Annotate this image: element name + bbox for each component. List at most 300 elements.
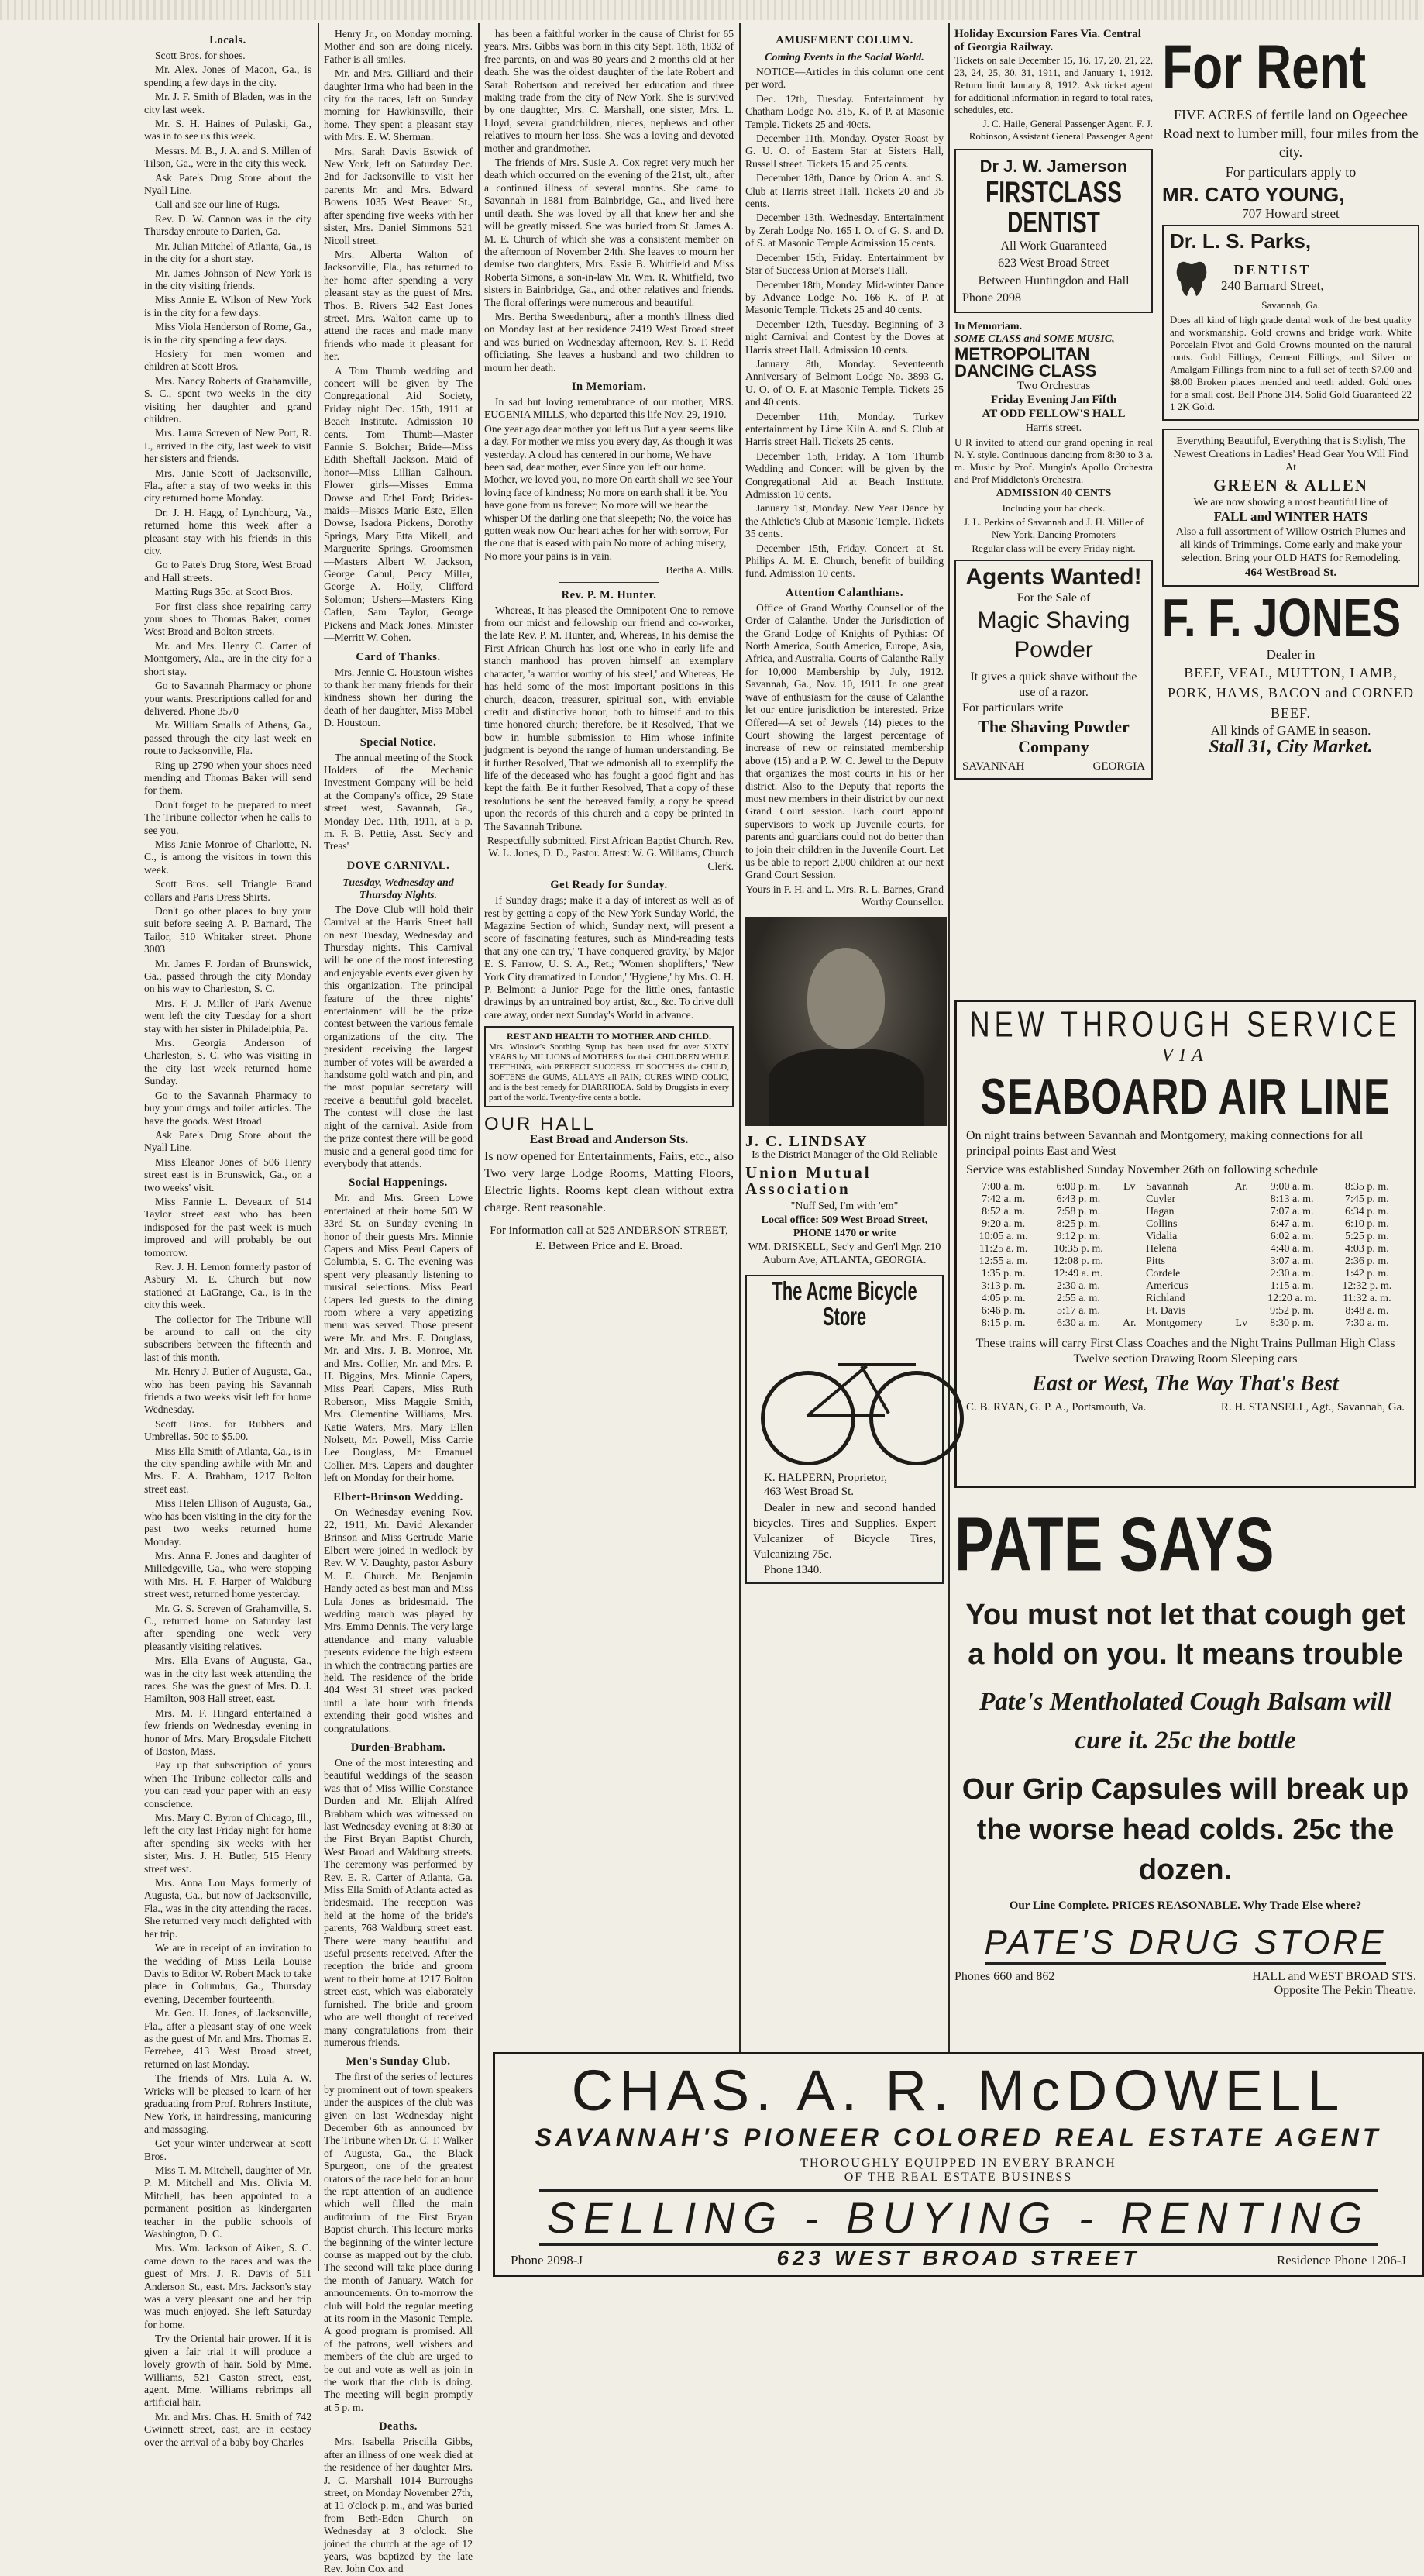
bicycle-frame [807, 1414, 885, 1417]
local-news-item: Mr. Geo. H. Jones, of Jacksonville, Fla., after a pleasant stay of one week as the guest of Mr. and Mrs. Thomas E. Ferrebee, 413 West Broad street, returned on last Monday. [144, 2007, 311, 2070]
seaboard-trains: These trains will carry First Class Coaches and the Night Trains Pullman High Class Twelve section Drawing Room Sleeping cars [975, 1337, 1395, 1365]
agent-stansell: R. H. STANSELL, Agt., Savannah, Ga. [1220, 1401, 1405, 1414]
local-news-item: Mr. J. F. Smith of Bladen, was in the city last week. [144, 91, 311, 115]
event-item: December 18th, Monday. Mid-winter Dance by Advance Lodge No. 166 K. of P. at Masonic Temple. Tickets 25 and 40 cents. [745, 278, 944, 316]
seaboard-slogan: East or West, The Way That's Best [1032, 1372, 1339, 1396]
event-item: December 11th, Monday. Turkey entertainment by Lime Kiln A. and S. Club at Harris street Hall. Tickets 25 cents. [745, 410, 944, 448]
schedule-cell: 2:55 a. m. [1056, 1293, 1100, 1304]
local-news-item: Scott Bros. for shoes. [155, 50, 246, 61]
local-news-item: Ask Pate's Drug Store about the Nyall Line. [144, 171, 311, 197]
bicycle-illustration [753, 1328, 970, 1467]
schedule-cell: 9:00 a. m. [1270, 1181, 1314, 1193]
schedule-cell: 3:13 p. m. [981, 1280, 1026, 1292]
schedule-cell: 7:45 p. m. [1344, 1193, 1389, 1205]
dentist-phone: Phone 2098 [962, 291, 1021, 305]
event-item: December 15th, Friday. Entertainment by Star of Success Union at Morse's Hall. [745, 251, 944, 277]
local-news-item: Mr. G. S. Screven of Grahamville, S. C., returned home on Saturday last after spending one week very pleasantly visiting relatives. [144, 1602, 311, 1652]
schedule-cell: 7:42 a. m. [982, 1193, 1026, 1205]
society-item: Mrs. Alberta Walton of Jacksonville, Fla., has returned to her home after spending a very pleasant stay as the guest of Mrs. Thos. B. Rivers 542 East Jones street. Mrs. Walton came up to attend the races and made many friends who made it pleasant for her. [324, 248, 473, 363]
local-news-item: Mr. and Mrs. Henry C. Carter of Montgomery, Ala., are in the city for a short stay. [144, 639, 311, 677]
parks-city: Savannah, Ga. [1261, 299, 1320, 312]
column-rule [739, 23, 741, 2271]
schedule-cell [1228, 1206, 1255, 1218]
schedule-cell: 8:48 a. m. [1345, 1305, 1389, 1317]
green-text: Also a full assortment of Willow Ostrich Plumes and all kinds of Trimmings. Come early and make your selection. Bring your OLD HATS for Remodeling. [1175, 525, 1406, 564]
local-news-item: Call and see our line of Rugs. [155, 198, 280, 211]
schedule-cell [1228, 1231, 1255, 1243]
schedule-cell: 4:03 p. m. [1344, 1243, 1389, 1255]
divider [559, 582, 659, 583]
memorial-column [484, 28, 734, 2043]
rent-title: For Rent [1162, 32, 1367, 102]
seaboard-service: Service was established Sunday November 26th on following schedule [966, 1163, 1319, 1176]
local-news-item: Mrs. Anna F. Jones and daughter of Milledgeville, Ga., who were stopping with Mrs. H. F. Harper of Waldburg street west, returned home yesterday. [144, 1549, 311, 1600]
local-news-item: Miss Helen Ellison of Augusta, Ga., who has been visiting in the city for the past two weeks returned home Monday. [144, 1497, 311, 1548]
pate-complete: Our Line Complete. PRICES REASONABLE. Why Trade Else where? [1009, 1899, 1362, 1912]
event-item: January 8th, Monday. Seventeenth Anniversary of Belmont Lodge No. 3893 G. U. O. of O. F. at Masonic Temple. Tickets 25 and 40 cents. [745, 357, 944, 408]
dove-carnival-subheading: Tuesday, Wednesday and Thursday Nights. [342, 876, 454, 901]
column-rule [318, 23, 319, 2271]
local-news-item: The friends of Mrs. Lula A. W. Wricks will be pleased to learn of her graduating from Prof. Rohrers Institute, New York, in hairdressing, manicuring and massaging. [144, 2072, 311, 2135]
portrait-coat [769, 1049, 924, 1126]
schedule-cell: Cuyler [1146, 1193, 1176, 1205]
company-location [962, 760, 1145, 773]
schedule-cell: Ar. [1122, 1317, 1137, 1329]
schedule-cell: 6:30 a. m. [1056, 1317, 1100, 1329]
shaving-powder-ad [954, 560, 1153, 780]
promoters: J. L. Perkins of Savannah and J. H. Miller of New York, Dancing Promoters [963, 516, 1144, 541]
elbert-brinson-heading: Elbert-Brinson Wedding. [333, 1490, 463, 1503]
locals-list [144, 50, 311, 2449]
schedule-cell: Savannah [1146, 1181, 1188, 1193]
event-item: December 15th, Friday. A Tom Thumb Wedding and Concert will be given by the Congregational Aid at Beach Institute. Admission 10 cents. [745, 449, 944, 500]
harris-street: Harris street. [1025, 422, 1082, 434]
society-items [324, 28, 473, 645]
schedule-cell [1116, 1255, 1143, 1268]
deaths-heading: Deaths. [379, 2420, 418, 2433]
schedule-cell: 11:25 a. m. [979, 1243, 1028, 1255]
local-news-item: Mrs. F. J. Miller of Park Avenue went left the city Tuesday for a short stay with her sister in Philadelphia, Pa. [144, 997, 311, 1035]
local-news-item: Mr. Henry J. Butler of Augusta, Ga., who has been paying his Savannah friends a two weeks visit left for home Wednesday. [144, 1365, 311, 1416]
pate-title: PATE SAYS [954, 1502, 1274, 1588]
calanthe-text: Office of Grand Worthy Counsellor of the Order of Calanthe. Under the Jurisdiction of the Grand Lodge of Knights of Pythias: Of North America, South America, Europe, Asia, Africa, and Australia. Courts of Calanthe Rally for 10,000 Membership by July, 1912. Savannah, Ga., Nov. 10, 1911. In one great wave of enthusiasm for the cause of Calanthe let our entire jurisdiction be interested. Prize Offered—A set of Jewels (14) pieces to the Court showing the largest percentage of increase of new or reinstated membership above (15) and a P. W. C. Jewel to the Deputy that organizes the most courts in his or her district. Also to the Deputy that reports the most new members in their district by our next Grand Court session. Each court appoint supervisors to work up Juvenile courts, for parents and guardians could not do better than to join their children in the Juvenile Court. Let us be able to report 2,000 children at our next Grand Court Session. [745, 601, 944, 881]
schedule-cell: 12:32 p. m. [1342, 1280, 1392, 1292]
acme-text: Dealer in new and second handed bicycles. Tires and Supplies. Expert Vulcanizer of Bicycle Tires, Vulcanizing 75c. [753, 1501, 936, 1561]
hall-info: For information call at 525 ANDERSON STREET, E. Between Price and E. Broad. [490, 1224, 728, 1252]
jones-items: BEEF, VEAL, MUTTON, LAMB, PORK, HAMS, BACON and CORNED BEEF. [1167, 665, 1415, 721]
schedule-cell: 8:30 p. m. [1270, 1317, 1314, 1329]
schedule-row [966, 1243, 1405, 1255]
schedule-cell [1228, 1218, 1255, 1231]
schedule-cell: 11:32 a. m. [1343, 1293, 1391, 1304]
company-state: GEORGIA [1092, 759, 1145, 773]
schedule-row [966, 1293, 1405, 1305]
mens-sunday-club-text: The first of the series of lectures by prominent out of town speakers under the auspices of the club was given on last Wednesday night December 6th as announced by The Tribune when Dr. C. T. Walker of Augusta, Ga., the Black Spurgeon, one of the greatest orators of the race held for an hour the rapt attention of an audience which well filled the main auditorium of the First Bryan Baptist church. This lecture marks the beginning of the winter lecture course as mapped out by the club. The second will take place during the month of January. Watch for announcements. On to-morrow the club will hold the regular meeting at its room in the Masonic Temple. A good program is promised. All of the patrons, well wishers and members of the club are urged to be out and vote as well as join in the work that the club is doing. The meeting will begin promptly at 5 p. m. [324, 2071, 473, 2413]
schedule-cell [1228, 1268, 1255, 1280]
schedule-cell: 12:55 a. m. [979, 1255, 1028, 1267]
parks-dentist-ad [1162, 225, 1419, 420]
bicycle-wheel [869, 1371, 964, 1465]
local-news-item: Matting Rugs 35c. at Scott Bros. [155, 586, 293, 598]
local-news-item: Miss Fannie L. Deveaux of 514 Taylor street east who has been indisposed for the past week is much improved and will probably be out tomorrow. [144, 1195, 311, 1259]
schedule-cell: 6:43 p. m. [1056, 1193, 1101, 1205]
local-news-item: Go to Savannah Pharmacy or phone your wants. Prescriptions called for and delivered. Phone 3570 [144, 680, 311, 717]
pate-phones: Phones 660 and 862 [954, 1970, 1055, 1983]
for-rent-ad [1162, 32, 1419, 221]
schedule-cell: 2:30 a. m. [1270, 1268, 1314, 1279]
mcdowell-residence-phone: Residence Phone 1206-J [1276, 2253, 1406, 2268]
local-news-item: Ring up 2790 when your shoes need mending and Thomas Baker will send for them. [144, 759, 311, 797]
amusement-notice: NOTICE—Articles in this column one cent per word. [745, 66, 944, 91]
pate-balsam: Pate's Mentholated Cough Balsam will cure it. 25c the bottle [979, 1688, 1391, 1755]
schedule-cell: 1:15 a. m. [1270, 1280, 1314, 1292]
schedule-cell: Lv [1235, 1317, 1247, 1329]
lindsay-portrait [745, 917, 947, 1126]
green-show: We are now showing a most beautiful line of [1193, 496, 1388, 508]
event-item: January 1st, Monday. New Year Dance by the Athletic's Club at Masonic Temple. Tickets 35 cents. [745, 502, 944, 540]
schedule-cell: 5:17 a. m. [1056, 1305, 1100, 1317]
schedule-cell: 12:08 p. m. [1053, 1255, 1103, 1267]
society-column [324, 28, 473, 2575]
dentist-title: FIRSTCLASS DENTIST [985, 175, 1122, 239]
elbert-brinson-text: On Wednesday evening Nov. 22, 1911, Mr. David Alexander Brinson and Miss Gertrude Marie Elbert were joined in wedlock by Rev. W. V. Daughty, pastor Asbury M. E. Church. Mr. Benjamin Handy acted as best man and Miss Lula Jones as bridesmaid. The wedding march was played by Mrs. Emma Dennis. The very large attendance and many valuable presents evidence the high esteem in which the contracting parties are held. The residence of the bride 404 West 31 street was packed until a late hour with friends extending their good wishes and congratulations. [324, 1506, 473, 1734]
union-office: Local office: 509 West Broad Street, PHONE 1470 or write [761, 1214, 928, 1239]
local-news-item: Mrs. Georgia Anderson of Charleston, S. C. who was visiting in the city last week returned home Sunday. [144, 1037, 311, 1087]
locals-heading: Locals. [209, 34, 246, 46]
rent-column [1162, 28, 1419, 989]
parks-header [1170, 256, 1412, 299]
schedule-cell: 4:05 p. m. [981, 1293, 1026, 1304]
schedule-cell: 8:52 a. m. [982, 1206, 1026, 1217]
green-name: GREEN & ALLEN [1213, 475, 1368, 494]
schedule-row [966, 1218, 1405, 1231]
mcdowell-real-estate-ad [493, 2052, 1424, 2277]
seaboard-intro: On night trains between Savannah and Montgomery, making connections for all principal points East and West [966, 1129, 1364, 1158]
card-of-thanks-heading: Card of Thanks. [356, 650, 441, 663]
schedule-cell [1116, 1218, 1143, 1231]
jones-market-ad [1162, 587, 1419, 757]
schedule-cell: 6:34 p. m. [1344, 1206, 1389, 1217]
schedule-table [966, 1181, 1405, 1330]
schedule-cell [1116, 1243, 1143, 1255]
local-news-item: Dr. J. H. Hagg, of Lynchburg, Va., returned home this week after a pleasant stay with his friends in this city. [144, 506, 311, 557]
amusement-column [745, 28, 944, 2043]
parks-name: Dr. L. S. Parks, [1170, 229, 1312, 253]
shaving-company: The Shaving Powder Company [978, 716, 1130, 756]
amusement-subheading: Coming Events in the Social World. [765, 52, 924, 64]
obituary-item: has been a faithful worker in the cause of Christ for 65 years. Mrs. Gibbs was born in this city Sept. 18th, 1832 of free parents, on and was 80 years and 2 months old at her death. She was the oldest daughter of the late Robert and Sarah Robertson and received her education and three making trade from the city of New York. She is survived by one daughter, Mrs. C. Marshall, one sister, Mrs. L. Lloyd, several grandchildren, nieces, nephews and other relatives to mourn her loss. She was a loving and devoted mother and grandmother. [484, 28, 734, 154]
acme-phone: Phone 1340. [764, 1563, 822, 1576]
schedule-cell [1116, 1293, 1143, 1305]
schedule-cell: Hagan [1146, 1206, 1175, 1217]
acme-address: 463 West Broad St. [764, 1486, 855, 1499]
event-item: Dec. 12th, Tuesday. Entertainment by Chatham Lodge No. 315, K. of P. at Masonic Temple. Tickets 25 and 40cts. [745, 92, 944, 130]
seaboard-agents [966, 1401, 1405, 1414]
schedule-row [966, 1181, 1405, 1193]
special-notice-heading: Special Notice. [359, 735, 437, 749]
sunday-heading: Get Ready for Sunday. [550, 879, 668, 892]
dove-carnival-heading: DOVE CARNIVAL. [346, 859, 450, 872]
local-news-item: Mr. Julian Mitchel of Atlanta, Ga., is in the city for a short stay. [144, 239, 311, 265]
in-memoriam-intro: In sad but loving remembrance of our mother, MRS. EUGENIA MILLS, who departed this life Nov. 29, 1910. [484, 395, 734, 421]
local-news-item: Miss Viola Henderson of Rome, Ga., is in the city spending a few days. [144, 321, 311, 346]
agent-ryan: C. B. RYAN, G. P. A., Portsmouth, Va. [966, 1401, 1147, 1414]
local-news-item: Miss Janie Monroe of Charlotte, N. C., is among the visitors in town this week. [144, 838, 311, 876]
schedule-cell: 8:35 p. m. [1344, 1181, 1389, 1193]
parks-address: 240 Barnard Street, [1221, 277, 1324, 293]
schedule-cell: Vidalia [1146, 1231, 1178, 1242]
local-news-item: Don't forget to be prepared to meet The Tribune collector when he calls to see you. [144, 798, 311, 836]
local-news-item: Mrs. Nancy Roberts of Grahamville, S. C., spent two weeks in the city visiting her daughter and grand children. [144, 374, 311, 425]
column-rule [948, 23, 950, 2271]
holiday-signature: J. C. Haile, General Passenger Agent. F. J. Robinson, Assistant General Passenger Agent [968, 118, 1153, 142]
event-item: December 11th, Monday. Oyster Roast by G. U. O. of Eastern Star at Sisters Hall, Russell street. Tickets 15 and 25 cents. [745, 133, 944, 170]
schedule-cell: 9:20 a. m. [982, 1218, 1026, 1230]
invite-text: U R invited to attend our grand opening in real N. Y. style. Continuous dancing from 8:30 to 3 a. m. Music by Prof. Mungin's Apollo Orchestra and Prof Middleton's Orchestra. [954, 436, 1153, 486]
metro-class: METROPOLITAN DANCING CLASS [954, 343, 1097, 381]
torn-top-edge [0, 0, 1422, 20]
deaths-text: Mrs. Isabella Priscilla Gibbs, after an illness of one week died at the residence of her daughter Mrs. J. C. Marshall 1014 Burroughs street, on Monday November 27th, at 11 o'clock p. m., and was buried from Beth-Eden Church on Wednesday at 3 o'clock. She joined the church at the age of 12 years, was baptized by the late Rev. John Cox and [324, 2436, 473, 2575]
via-label: VIA [1161, 1045, 1209, 1066]
schedule-cell: 6:47 a. m. [1270, 1218, 1314, 1230]
local-news-item: Mrs. Anna Lou Mays formerly of Augusta, Ga., but now of Jacksonville, Fla., was in the city attending the races. She returned very much delighted with her trip. [144, 1877, 311, 1940]
local-news-item: Miss Annie E. Wilson of New York is in the city for a few days. [144, 294, 311, 319]
mcdowell-equipped1: THOROUGHLY EQUIPPED IN EVERY BRANCH [800, 2157, 1116, 2170]
admission: ADMISSION 40 CENTS [996, 487, 1112, 500]
schedule-row [966, 1317, 1405, 1330]
pate-store: PATE'S DRUG STORE [985, 1923, 1387, 1965]
dentist-between: Between Huntingdon and Hall [978, 274, 1130, 288]
local-news-item: Messrs. M. B., J. A. and S. Millen of Tilson, Ga., were in the city this week. [144, 144, 311, 170]
schedule-cell: Montgomery [1146, 1317, 1203, 1329]
pate-hall: HALL and WEST BROAD STS. [1252, 1970, 1416, 1983]
schedule-cell: 7:58 p. m. [1056, 1206, 1101, 1217]
hall-subtitle: East Broad and Anderson Sts. [529, 1133, 689, 1147]
agents-write: For particulars write [962, 701, 1064, 715]
schedule-cell: Pitts [1146, 1255, 1165, 1267]
local-news-item: The collector for The Tribune will be around to call on the city subscribers between the fifteenth and last of this month. [144, 1313, 311, 1363]
hall-title: OUR HALL [484, 1114, 597, 1135]
local-news-item: Try the Oriental hair grower. If it is given a fair trial it will produce a lovely growth of hair. Sold by Mme. Williams, 521 Gaston street, east, agent. Mme. Williams rebrimps all artificial hair. [144, 2333, 311, 2409]
schedule-row [966, 1280, 1405, 1293]
schedule-cell: 2:30 a. m. [1056, 1280, 1100, 1292]
calanthe-heading: Attention Calanthians. [786, 586, 903, 599]
hall-text: Is now opened for Entertainments, Fairs, etc., also Two very large Lodge Rooms, Matting Floors, Electric lights. Rooms kept clean without extra charge. Rent reasonable. [484, 1149, 734, 1214]
rent-name: MR. CATO YOUNG, [1162, 183, 1345, 206]
schedule-cell: Ft. Davis [1146, 1305, 1186, 1317]
magic-powder: Magic Shaving Powder [977, 608, 1130, 663]
schedule-cell [1116, 1193, 1143, 1206]
dove-carnival-text: The Dove Club will hold their Carnival at the Harris Street hall on next Tuesday, Wednesday and Thursday nights. This Carnival will be one of the most interesting and enjoyable events ever given by this organization. The principal feature of the three nights' entertainment will be the prize contest between the various female organizations of the city. The president receiving the largest number of votes will be awarded a handsome gold watch and pin, and the most popular secretary will receive a beautiful gold bracelet. The contest will close the last night of the carnival. Aside from the prize contest there will be good music and a general good time for everybody that attends. [324, 903, 473, 1169]
local-news-item: Miss Ella Smith of Atlanta, Ga., is in the city spending awhile with Mr. and Mrs. E. A. Brabham, 1217 Bolton street east. [144, 1445, 311, 1495]
acme-owner: K. HALPERN, Proprietor, [764, 1472, 887, 1485]
seaboard-title: SEABOARD AIR LINE [980, 1068, 1391, 1125]
dentist-guarantee: All Work Guaranteed [1000, 239, 1107, 253]
schedule-cell [1228, 1293, 1255, 1305]
local-news-item: Mrs. Mary C. Byron of Chicago, Ill., left the city last Friday night for home after spending six weeks with her sister, Mrs. J. H. Butler, 515 Henry street west. [144, 1812, 311, 1875]
hunter-resolution: Whereas, It has pleased the Omnipotent One to remove from our midst and fellowship our friend and co-worker, the late Rev. P. M. Hunter, and, Whereas, In his demise the First African Church has lost one who in early life and stanch manhood has proven himself an exemplary character, 'a warrior worthy of his steel,' and Whereas, He has held some of the most important positions in this church, deacon, treasurer, spiritual son, with enviable credit and distinctive honor, both to himself and to this time honored church; therefore, be it Resolved, That we bow in humble submission to Him whose infinite judgment is beyond the range of human understanding. Be it further Resolved, That we admonish all to exemplify the life of the deceased who has fought a good fight and has kept the faith. Be it further Resolved, That a copy of these resolutions be sent the bereaved family, a copy be spread upon the records of this church and a copy be printed in The Savannah Tribune. [484, 604, 734, 832]
selling-buying-renting: SELLING - BUYING - RENTING [539, 2189, 1378, 2246]
schedule-cell: 8:25 p. m. [1056, 1218, 1101, 1230]
in-memoriam-heading: In Memoriam. [571, 380, 647, 393]
local-news-item: Mr. James F. Jordan of Brunswick, Ga., passed through the city Monday on his way to Charleston, S. C. [144, 957, 311, 995]
schedule-cell: 9:12 p. m. [1056, 1231, 1101, 1242]
bicycle-frame [838, 1363, 916, 1366]
jamerson-dentist-ad [954, 149, 1153, 313]
schedule-cell: 3:07 a. m. [1270, 1255, 1314, 1267]
rent-text: FIVE ACRES of fertile land on Ogeechee Road next to lumber mill, four miles from the city. [1163, 107, 1419, 160]
schedule-cell: 9:52 p. m. [1270, 1305, 1314, 1317]
local-news-item: Go to the Savannah Pharmacy to buy your drugs and toilet articles. The have the goods. West Broad [144, 1089, 311, 1127]
schedule-cell: Ar. [1234, 1181, 1248, 1193]
regular-class: Regular class will be every Friday night. [972, 542, 1136, 555]
green-address: 464 WestBroad St. [1244, 566, 1337, 579]
schedule-cell: 10:35 p. m. [1053, 1243, 1103, 1255]
local-news-item: Rev. D. W. Cannon was in the city Thursday enroute to Darien, Ga. [144, 212, 311, 238]
schedule-row [966, 1231, 1405, 1243]
obituary-item: The friends of Mrs. Susie A. Cox regret very much her death which occurred on the evening of the 21st, ult., after a continued illness of several months. She came to Savannah in 1881 from Bainbridge, Ga., and lived here until death. She was loved by all that knew her and she will be greatly missed. She was buried from St. James A. M. E. Church of which she was a consistent member on the afternoon of November 24th. She leaves to mourn her demise two daughters, Mrs. Essie B. Whitfield and Miss Roberta Simons, a son-in-law Mr. Wm. R. Whitfield, two sisters in Bainbridge, Ga., and other relatives and friends. The floral offerings were numerous and beautiful. [484, 157, 734, 308]
schedule-cell: Collins [1146, 1218, 1178, 1230]
obituary-item: Mrs. Bertha Sweedenburg, after a month's illness died on Monday last at her residence 2419 West Broad street and was buried on Wednesday afternoon, Rev. S. T. Redd officiating. She leaves a husband and two children to mourn her death. [484, 310, 734, 374]
schedule-cell: 4:40 a. m. [1270, 1243, 1314, 1255]
agents-for: For the Sale of [1016, 591, 1091, 605]
amusement-heading: AMUSEMENT COLUMN. [776, 34, 913, 46]
local-news-item: Scott Bros. sell Triangle Brand collars and Paris Dress Shirts. [144, 878, 311, 903]
lindsay-name: J. C. LINDSAY [745, 1132, 869, 1150]
local-news-item: Hosiery for men women and children at Scott Bros. [144, 347, 311, 373]
union-mutual-ad [745, 1134, 944, 1267]
local-news-item: Pay up that subscription of yours when The Tribune collector calls and you can read your paper with an easy conscience. [144, 1759, 311, 1810]
local-news-item: Ask Pate's Drug Store about the Nyall Line. [144, 1128, 311, 1154]
schedule-cell [1228, 1193, 1255, 1206]
obituary-items [484, 28, 734, 374]
schedule-cell: 5:25 p. m. [1344, 1231, 1389, 1242]
tooth-icon [1170, 256, 1213, 299]
pate-grip: Our Grip Capsules will break up the worse head colds. 25c the dozen. [961, 1773, 1409, 1886]
local-news-item: We are in receipt of an invitation to the wedding of Miss Leila Louise Davis to Editor W. Robert Mack to take place in Columbus, Ga., Thursday evening, December fourteenth. [144, 1942, 311, 2005]
local-news-item: Mrs. M. F. Hingard entertained a few friends on Wednesday evening in honor of Mrs. Mary Brogsdale Fitchett of Boston, Mass. [144, 1706, 311, 1757]
hunter-heading: Rev. P. M. Hunter. [561, 588, 657, 601]
local-news-item: Mr. William Smalls of Athens, Ga., passed through the city last week en route to Jacksonville, Fla. [144, 719, 311, 757]
schedule-cell [1228, 1243, 1255, 1255]
schedule-cell [1116, 1268, 1143, 1280]
event-item: December 15th, Friday. Concert at St. Philips A. M. E. Church, benefit of building fund. Admission 10 cents. [745, 542, 944, 580]
mcdowell-address: 623 WEST BROAD STREET [776, 2246, 1140, 2270]
schedule-row [966, 1268, 1405, 1280]
schedule-row [966, 1206, 1405, 1218]
green-allen-ad [1162, 429, 1419, 587]
schedule-cell: 7:07 a. m. [1270, 1206, 1314, 1217]
parks-title: DENTIST [1233, 261, 1312, 277]
schedule-row [966, 1255, 1405, 1268]
some-class: SOME CLASS and SOME MUSIC, [954, 332, 1115, 345]
schedule-cell: 6:46 p. m. [981, 1305, 1026, 1317]
local-news-item: Scott Bros. for Rubbers and Umbrellas. 50c to $5.00. [144, 1417, 311, 1443]
rent-address: 707 Howard street [1242, 206, 1340, 221]
society-item: A Tom Thumb wedding and concert will be given by The Congregational Aid Society, Friday night Dec. 15th, 1911 at Beach Institute. Admission 10 cents. Tom Thumb—Master Fannie S. Bolcher; Bride—Miss Edith Sheftall Jackson. Maid of honor—Miss Lillian Calhoun. Flower girls—Misses Emma Dowse and Ethel Ford; Brides-maids—Misses Marie Este, Ellen Dowse, Isadora Pickens, Dorothy Springs, Mary Etta Mikell, and Marguerite Springs. Groomsmen—Masters Albert W. Jackson, George Cabul, Percy Miller, George A. Holly, Clifford Solomon; Ushers—Masters King Caflen, Sam Taylor, George Pickens and Mack Jones. Minister—Merritt W. Cohen. [324, 364, 473, 644]
local-news-item: Miss T. M. Mitchell, daughter of Mr. P. M. Mitchell and Mrs. Olivia M. Mitchell, has been appointed to a permanent position as kindergarten teacher in the public schools of Washington, D. C. [144, 2164, 311, 2240]
seaboard-air-line-ad [954, 1000, 1416, 1488]
durden-brabham-heading: Durden-Brabham. [350, 1741, 446, 1754]
soothing-syrup-ad [484, 1026, 734, 1107]
new-through-service: NEW THROUGH SERVICE [969, 1003, 1402, 1045]
schedule-cell: 12:49 a. m. [1054, 1268, 1103, 1279]
schedule-cell [1116, 1305, 1143, 1317]
schedule-cell [1228, 1255, 1255, 1268]
acme-bicycle-ad [745, 1275, 944, 1584]
schedule-cell [1116, 1231, 1143, 1243]
union-manager: WM. DRISKELL, Sec'y and Gen'l Mgr. 210 Auburn Ave, ATLANTA, GEORGIA. [748, 1242, 941, 1266]
green-intro: Everything Beautiful, Everything that is Stylish, The Newest Creations in Ladies' Head Gear You Will Find At [1173, 435, 1409, 474]
mens-sunday-club-heading: Men's Sunday Club. [346, 2055, 451, 2068]
company-city: SAVANNAH [962, 759, 1025, 773]
schedule-cell: Lv [1123, 1181, 1136, 1193]
schedule-cell: 6:00 p. m. [1056, 1181, 1101, 1193]
jones-game: All kinds of GAME in season. [1210, 723, 1371, 739]
local-news-item: Go to Pate's Drug Store, West Broad and Hall streets. [144, 559, 311, 584]
health-text: Mrs. Winslow's Soothing Syrup has been used for over SIXTY YEARS by MILLIONS of MOTHERS for their CHILDREN WHILE TEETHING, with PERFECT SUCCESS. IT SOOTHES the CHILD, SOFTENS the GUMS, ALLAYS all PAIN; CURES WIND COLIC, and is the best remedy for DIARRHOEA. Sold by Druggists in every part of the world. Twenty-five cents a bottle. [489, 1042, 729, 1103]
dentist-address: 623 West Broad Street [998, 257, 1109, 270]
local-news-item: Mrs. Laura Screven of New Port, R. I., arrived in the city, last week to visit her sisters and friends. [144, 427, 311, 465]
local-news-item: Miss Eleanor Jones of 506 Henry street east is in Brunswick, Ga., on a two weeks' visit. [144, 1155, 311, 1193]
special-notice-text: The annual meeting of the Stock Holders of the Mechanic Investment Company will be held at the Company's office, 29 State street west, Savannah, Ga., Monday Dec. 11th, 1911, at 5 p. m. F. B. Pettie, Asst. Sec'y and Treas' [324, 751, 473, 852]
schedule-cell: Helena [1146, 1243, 1177, 1255]
pate-phones-row [954, 1970, 1416, 1984]
schedule-cell: 7:30 a. m. [1345, 1317, 1389, 1329]
holiday-excursion-ad [954, 28, 1153, 143]
schedule-cell: 7:00 a. m. [982, 1181, 1026, 1193]
schedule-cell [1228, 1305, 1255, 1317]
pate-opposite: Opposite The Pekin Theatre. [1274, 1984, 1416, 1997]
society-item: Henry Jr., on Monday morning. Mother and son are doing nicely. Father is all smiles. [324, 28, 473, 65]
rent-particulars: For particulars apply to [1225, 164, 1357, 180]
mcdowell-equipped2: OF THE REAL ESTATE BUSINESS [844, 2171, 1073, 2184]
social-happenings-text: Mr. and Mrs. Green Lowe entertained at their home 503 W 33rd St. on Sunday evening in honor of their guests Mrs. Minnie Capers and Miss Pearl Capers of Columbia, S. C. The evening was spent very pleasantly listening to musical selections. Miss Pearl Capers led guests to the dining room where a very appetizing menu was served. Those present were Mr. and Mrs. F. Douglass, Mr. and Mrs. J. B. Monroe, Mr. and Mrs. Collier, Mr. and Mrs. P. H. Biggins, Mrs. Minnie Capers, Miss Pearl Capers, Miss Ruth Roberson, Miss Maggie Smith, Mrs. Clementine Williams, Mrs. Katie Waters, Mrs. Mary Ellen Nolsett, Mr. Powell, Miss Carrie Lee Douglass, Mr. Emanuel Collier. Mrs. Capers and daughter left on Monday for their home. [324, 1192, 473, 1484]
hunter-signature: Respectfully submitted, First African Baptist Church. Rev. W. L. Jones, D. D., Pastor. Attest: W. G. Williams, Church Clerk. [487, 834, 734, 872]
local-news-item: Mr. and Mrs. Chas. H. Smith of 742 Gwinnett street, east, are in ecstacy over the arrival of a baby boy Charles [144, 2410, 311, 2448]
agents-text: It gives a quick shave without the use of a razor. [970, 670, 1137, 700]
holiday-title: Holiday Excursion Fares Via. Central of Georgia Railway. [954, 28, 1141, 53]
schedule-cell: Cordele [1146, 1268, 1181, 1279]
local-news-item: Mrs. Wm. Jackson of Aiken, S. C. came down to the races and was the guest of Mrs. J. R. Davis of 511 Anderson St., east. Mrs. Jackson's stay was a very pleasant one and her trip was much enjoyed. She left Saturday for home. [144, 2242, 311, 2330]
memoriam-poem: One year ago dear mother you left us But a year seems like a day. For mother we miss you every day, As though it was yesterday. A cloud has centered in our home, We have been sad, dear mother, ever Since you left our home. Mother, we loved you, no more On earth shall we see Your loving face of kindness; No more on earth shall it be. You have gone from us forever; No more will we hear the whisper Of the darling one that sleepeth; No, the voice has gotten weak now Our heart aches for her with sorrow, For the one that is eased with pain No more of aching misery, No more your pains is in vain. [484, 422, 734, 562]
lindsay-text: Is the District Manager of the Old Reliable [752, 1149, 937, 1161]
schedule-cell: 2:36 p. m. [1344, 1255, 1389, 1267]
agents-title: Agents Wanted! [965, 564, 1142, 591]
locals-column [144, 28, 311, 2448]
schedule-cell: 8:13 a. m. [1270, 1193, 1314, 1205]
schedule-cell [1228, 1280, 1255, 1293]
pate-line2: a hold on you. It means trouble [968, 1638, 1403, 1671]
social-happenings-heading: Social Happenings. [349, 1176, 448, 1190]
dancing-class-ad [954, 321, 1153, 555]
card-of-thanks-text: Mrs. Jennie C. Houstoun wishes to thank her many friends for their kindness shown her during the death of her daughter, Miss Mabel D. Houstoun. [324, 666, 473, 729]
dentist-name: Dr J. W. Jamerson [979, 157, 1128, 176]
jones-dealer: Dealer in [1266, 647, 1316, 663]
sunday-text: If Sunday drags; make it a day of interest as well as of rest by getting a copy of the New York Sunday World, the Magazine Section of which, Sunday next, will present a score of fascinating features, such as 'Mind-reading tests that any one can try,' 'I have conquered gravity,' by Major E. S. Farrow, U. S. A., Ret.; 'Women shoplifters,' 'New York City dramatized in London,' 'Hygiene,' by Mrs. O. H. P. Belmont; a Junior Page for the little ones, fantastic drawings by an untrained boy artist, &c., &c. To drive dull care away, order next Sunday's World in advance. [484, 894, 734, 1021]
schedule-cell: Americus [1146, 1280, 1188, 1292]
local-news-item: Don't go other places to buy your suit before seeing A. P. Barnard, The Tailor, 510 Whitaker street. Phone 3003 [144, 905, 311, 956]
mcdowell-name: CHAS. A. R. McDOWELL [571, 2058, 1346, 2123]
schedule-cell [1116, 1280, 1143, 1293]
schedule-cell: 8:15 p. m. [981, 1317, 1026, 1329]
memoriam-signature: Bertha A. Mills. [666, 564, 734, 577]
local-news-item: Rev. J. H. Lemon formerly pastor of Asbury M. E. Church but now stationed at LaGrange, Ga., is in the city this week. [144, 1260, 311, 1311]
calanthe-signature: Yours in F. H. and L. Mrs. R. L. Barnes, Grand Worthy Counsellor. [745, 883, 944, 908]
event-item: December 13th, Wednesday. Entertainment by Zerah Lodge No. 165 I. O. of G. S. and D. of S. at Masonic Temple Admission 15 cents. [745, 212, 944, 250]
friday-evening: Friday Evening Jan Fifth [990, 394, 1117, 407]
schedule-cell [1116, 1206, 1143, 1218]
